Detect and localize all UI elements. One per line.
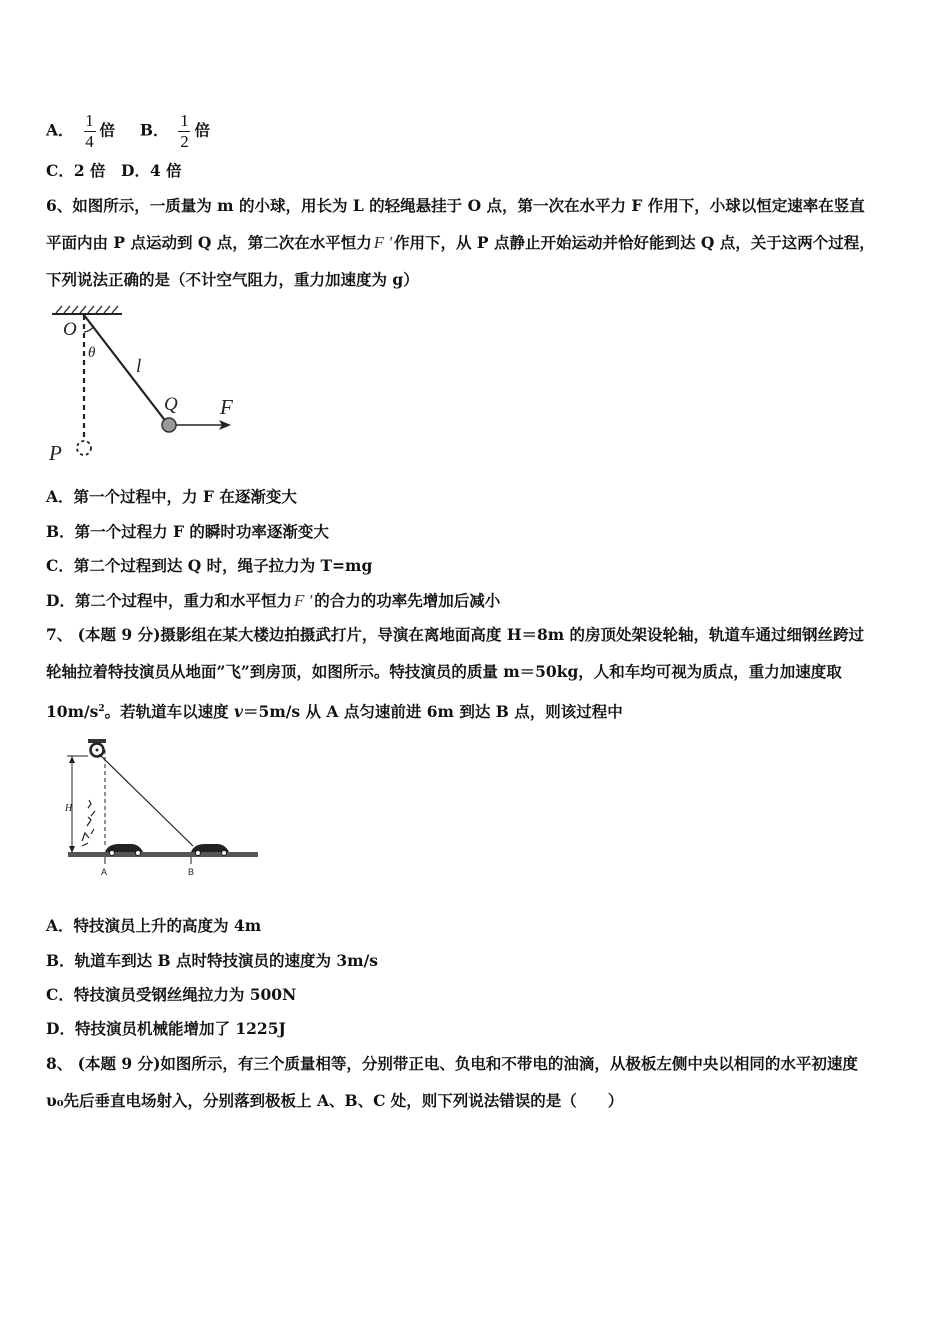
fraction-numerator: 1 xyxy=(85,111,94,130)
q6-option-c: C．第二个过程到达 Q 时，绳子拉力为 T=mg xyxy=(46,556,373,575)
fraction-denominator: 2 xyxy=(180,132,189,151)
q6-option-a: A．第一个过程中，力 F 在逐渐变大 xyxy=(46,487,297,506)
ceiling-hatch xyxy=(52,306,122,314)
ground xyxy=(68,852,258,857)
label-l: l xyxy=(136,356,142,377)
q7-option-b: B．轨道车到达 B 点时特技演员的速度为 3m/s xyxy=(46,951,378,970)
q5-option-b-label: B． xyxy=(139,120,169,140)
stuntman-figure xyxy=(82,800,95,846)
fraction-denominator: 4 xyxy=(85,132,94,151)
cable-line xyxy=(99,754,193,846)
q5-option-a-unit: 倍 xyxy=(99,120,116,140)
label-b: B xyxy=(188,867,195,877)
label-f: F xyxy=(220,395,233,419)
q7-unit-exponent: 2 xyxy=(98,704,105,714)
q7-pulley-figure xyxy=(58,736,263,881)
q5-options-ab xyxy=(46,112,210,151)
q7-stem-line3 xyxy=(46,699,623,722)
q6-stem-line2 xyxy=(46,233,875,253)
q8-stem-line1: 8、 (本题 9 分)如图所示，有三个质量相等，分别带正电、负电和不带电的油滴，从极板左侧中央以相同的水平初速度 xyxy=(46,1054,858,1073)
q6-option-d-fprime: F ' xyxy=(293,591,313,610)
label-o: O xyxy=(63,319,77,340)
ball-q xyxy=(162,418,176,432)
q7-option-d: D．特技演员机械能增加了 1225J xyxy=(46,1019,286,1038)
q6-option-b: B．第一个过程力 F 的瞬时功率逐渐变大 xyxy=(46,522,329,541)
label-a: A xyxy=(101,867,108,877)
fraction-numerator: 1 xyxy=(180,111,189,130)
q5-option-a-fraction xyxy=(84,112,96,151)
label-h: H xyxy=(65,803,73,814)
q6-pendulum-figure xyxy=(44,302,244,467)
q6-option-d-post: 的合力的功率先增加后减小 xyxy=(314,591,501,610)
q8-stem-line2: υ₀先后垂直电场射入，分别落到极板上 A、B、C 处，则下列说法错误的是（ ） xyxy=(46,1091,624,1110)
q5-option-b-unit: 倍 xyxy=(194,120,210,140)
q7-stem-line2: 轮轴拉着特技演员从地面”飞”到房顶，如图所示。特技演员的质量 m＝50kg，人和车均可视为质点，重力加速度取 xyxy=(46,662,842,681)
q7-stem-line3-end: ＝5m/s 从 A 点匀速前进 6m 到达 B 点，则该过程中 xyxy=(243,702,623,722)
q7-stem-line3-mid: 。若轨道车以速度 xyxy=(104,702,235,722)
q5-option-b-fraction xyxy=(178,112,190,151)
label-theta: θ xyxy=(88,345,96,361)
q5-options-cd: C．2 倍 D．4 倍 xyxy=(46,161,182,180)
q7-velocity-symbol: v xyxy=(234,702,244,722)
ball-p-dashed xyxy=(77,441,91,455)
q6-fprime-symbol: F ' xyxy=(373,233,393,252)
q6-stem-line1: 6、如图所示，一质量为 m 的小球，用长为 L 的轻绳悬挂于 O 点，第一次在水平力 F 作用下，小球以恒定速率在竖直 xyxy=(46,196,865,215)
q7-stem-line1: 7、 (本题 9 分)摄影组在某大楼边拍摄武打片，导演在离地面高度 H＝8m 的房顶处架设轮轴，轨道车通过细钢丝跨过 xyxy=(46,625,865,644)
q6-stem-line3: 下列说法正确的是（不计空气阻力，重力加速度为 g） xyxy=(46,270,419,289)
label-q: Q xyxy=(164,394,178,415)
q7-unit: 10m/s xyxy=(46,702,99,722)
q7-option-a: A．特技演员上升的高度为 4m xyxy=(46,916,262,935)
rope-line xyxy=(84,315,167,423)
q7-option-c: C．特技演员受钢丝绳拉力为 500N xyxy=(46,985,297,1004)
q6-stem-line2-pre: 平面内由 P 点运动到 Q 点，第二次在水平恒力 xyxy=(46,233,372,252)
q5-option-a-label: A． xyxy=(46,120,74,140)
label-p: P xyxy=(49,441,62,465)
q6-option-d-pre: D．第二个过程中，重力和水平恒力 xyxy=(46,591,292,610)
q6-stem-line2-post: 作用下，从 P 点静止开始运动并恰好能到达 Q 点，关于这两个过程， xyxy=(394,233,875,252)
q6-option-d xyxy=(46,591,500,611)
